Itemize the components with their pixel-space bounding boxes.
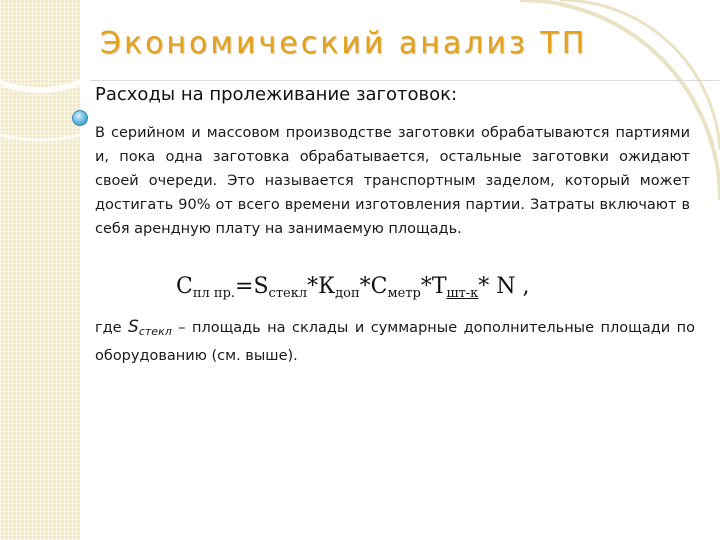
paragraph-transport-stock: В серийном и массовом производстве заготовки обрабатываются партиями и, пока одна заготовка обрабатывается, остальные заготовки ожидают своей очереди. Это называется транспортным заделом, который может достигать 90% от всего времени изготовления партии. Затраты включают в себя арендную плату на занимаемую площадь. [95, 125, 690, 237]
p2-lead: где [95, 320, 129, 336]
formula-star-k: *К [307, 274, 336, 299]
p2-rest: – площадь на склады и суммарные дополнительные площади по оборудованию (см. выше). [95, 320, 695, 364]
bullet-circle-icon [72, 110, 88, 126]
formula-t-sub: шт-к [446, 286, 479, 301]
formula-star-c: *С [359, 274, 388, 299]
section-subtitle: Расходы на пролеживание заготовок: [95, 84, 458, 105]
formula-s-sub: стекл [268, 286, 308, 301]
formula-c: С [176, 274, 193, 299]
formula-star-t: *Т [420, 274, 447, 299]
slide-title: Экономический анализ ТП [100, 26, 588, 61]
formula-eq-s: =S [235, 274, 269, 299]
formula-c-sub: пл пр. [192, 286, 236, 301]
paragraph-symbol-explanation [95, 315, 695, 368]
cost-formula [176, 274, 530, 301]
formula-c2-sub: метр [387, 286, 421, 301]
formula-tail: * N , [478, 274, 530, 299]
formula-k-sub: доп [335, 286, 360, 301]
p2-symbol-sub: стекл [138, 325, 172, 338]
p2-symbol: S [128, 317, 139, 337]
title-divider [90, 80, 720, 81]
